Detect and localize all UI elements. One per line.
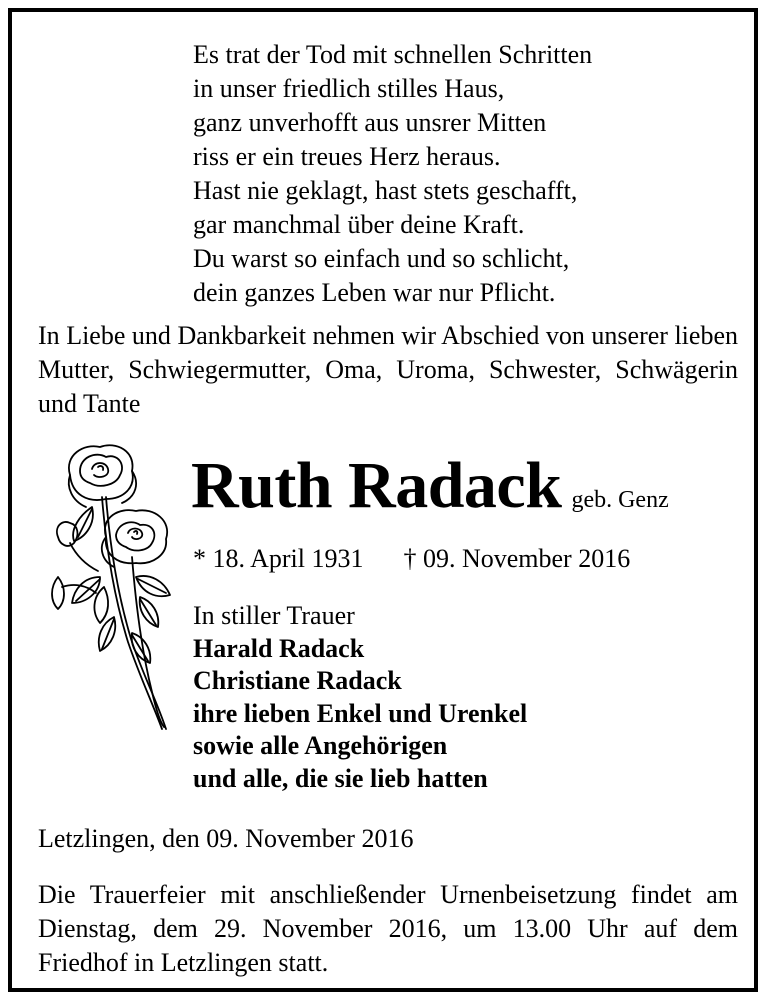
intro-text: In Liebe und Dankbarkeit nehmen wir Abschied von unserer lieben Mutter, Schwiegermutter, Oma, Uroma, Schwester, Schwägerin und Tante [38,321,738,418]
mourner-name: Harald Radack [193,633,365,663]
place-date: Letzlingen, den 09. November 2016 [38,824,414,853]
poem-line: ganz unverhofft aus unsrer Mitten [193,108,547,137]
funeral-service-text: Die Trauerfeier mit anschließender Urnenbeisetzung findet am Dienstag, dem 29. November 2016, um 13.00 Uhr auf dem Friedhof in Letzlingen statt. [38,880,738,977]
mourners-heading: In stiller Trauer [193,601,355,630]
mourner-name: und alle, die sie lieb hatten [193,763,488,793]
deceased-name-row [191,446,669,526]
deceased-name: Ruth Radack [191,449,562,522]
poem-line: Hast nie geklagt, hast stets geschafft, [193,176,578,205]
poem-line: dein ganzes Leben war nur Pflicht. [193,278,556,307]
death-date: † 09. November 2016 [403,544,631,573]
mourners-list [193,600,527,795]
obituary-notice [8,8,758,992]
poem-line: Es trat der Tod mit schnellen Schritten [193,40,593,69]
roses-icon [40,437,190,737]
life-dates [193,542,630,576]
mourner-name: ihre lieben Enkel und Urenkel [193,698,528,728]
poem-line: gar manchmal über deine Kraft. [193,210,525,239]
poem-line: in unser friedlich stilles Haus, [193,74,505,103]
mourner-name: sowie alle Angehörigen [193,731,448,760]
poem-line: riss er ein treues Herz heraus. [193,142,501,171]
poem [193,38,592,310]
birth-date: * 18. April 1931 [193,544,364,573]
maiden-name: geb. Genz [571,487,669,513]
poem-line: Du warst so einfach und so schlicht, [193,244,570,273]
mourner-name: Christiane Radack [193,666,402,695]
